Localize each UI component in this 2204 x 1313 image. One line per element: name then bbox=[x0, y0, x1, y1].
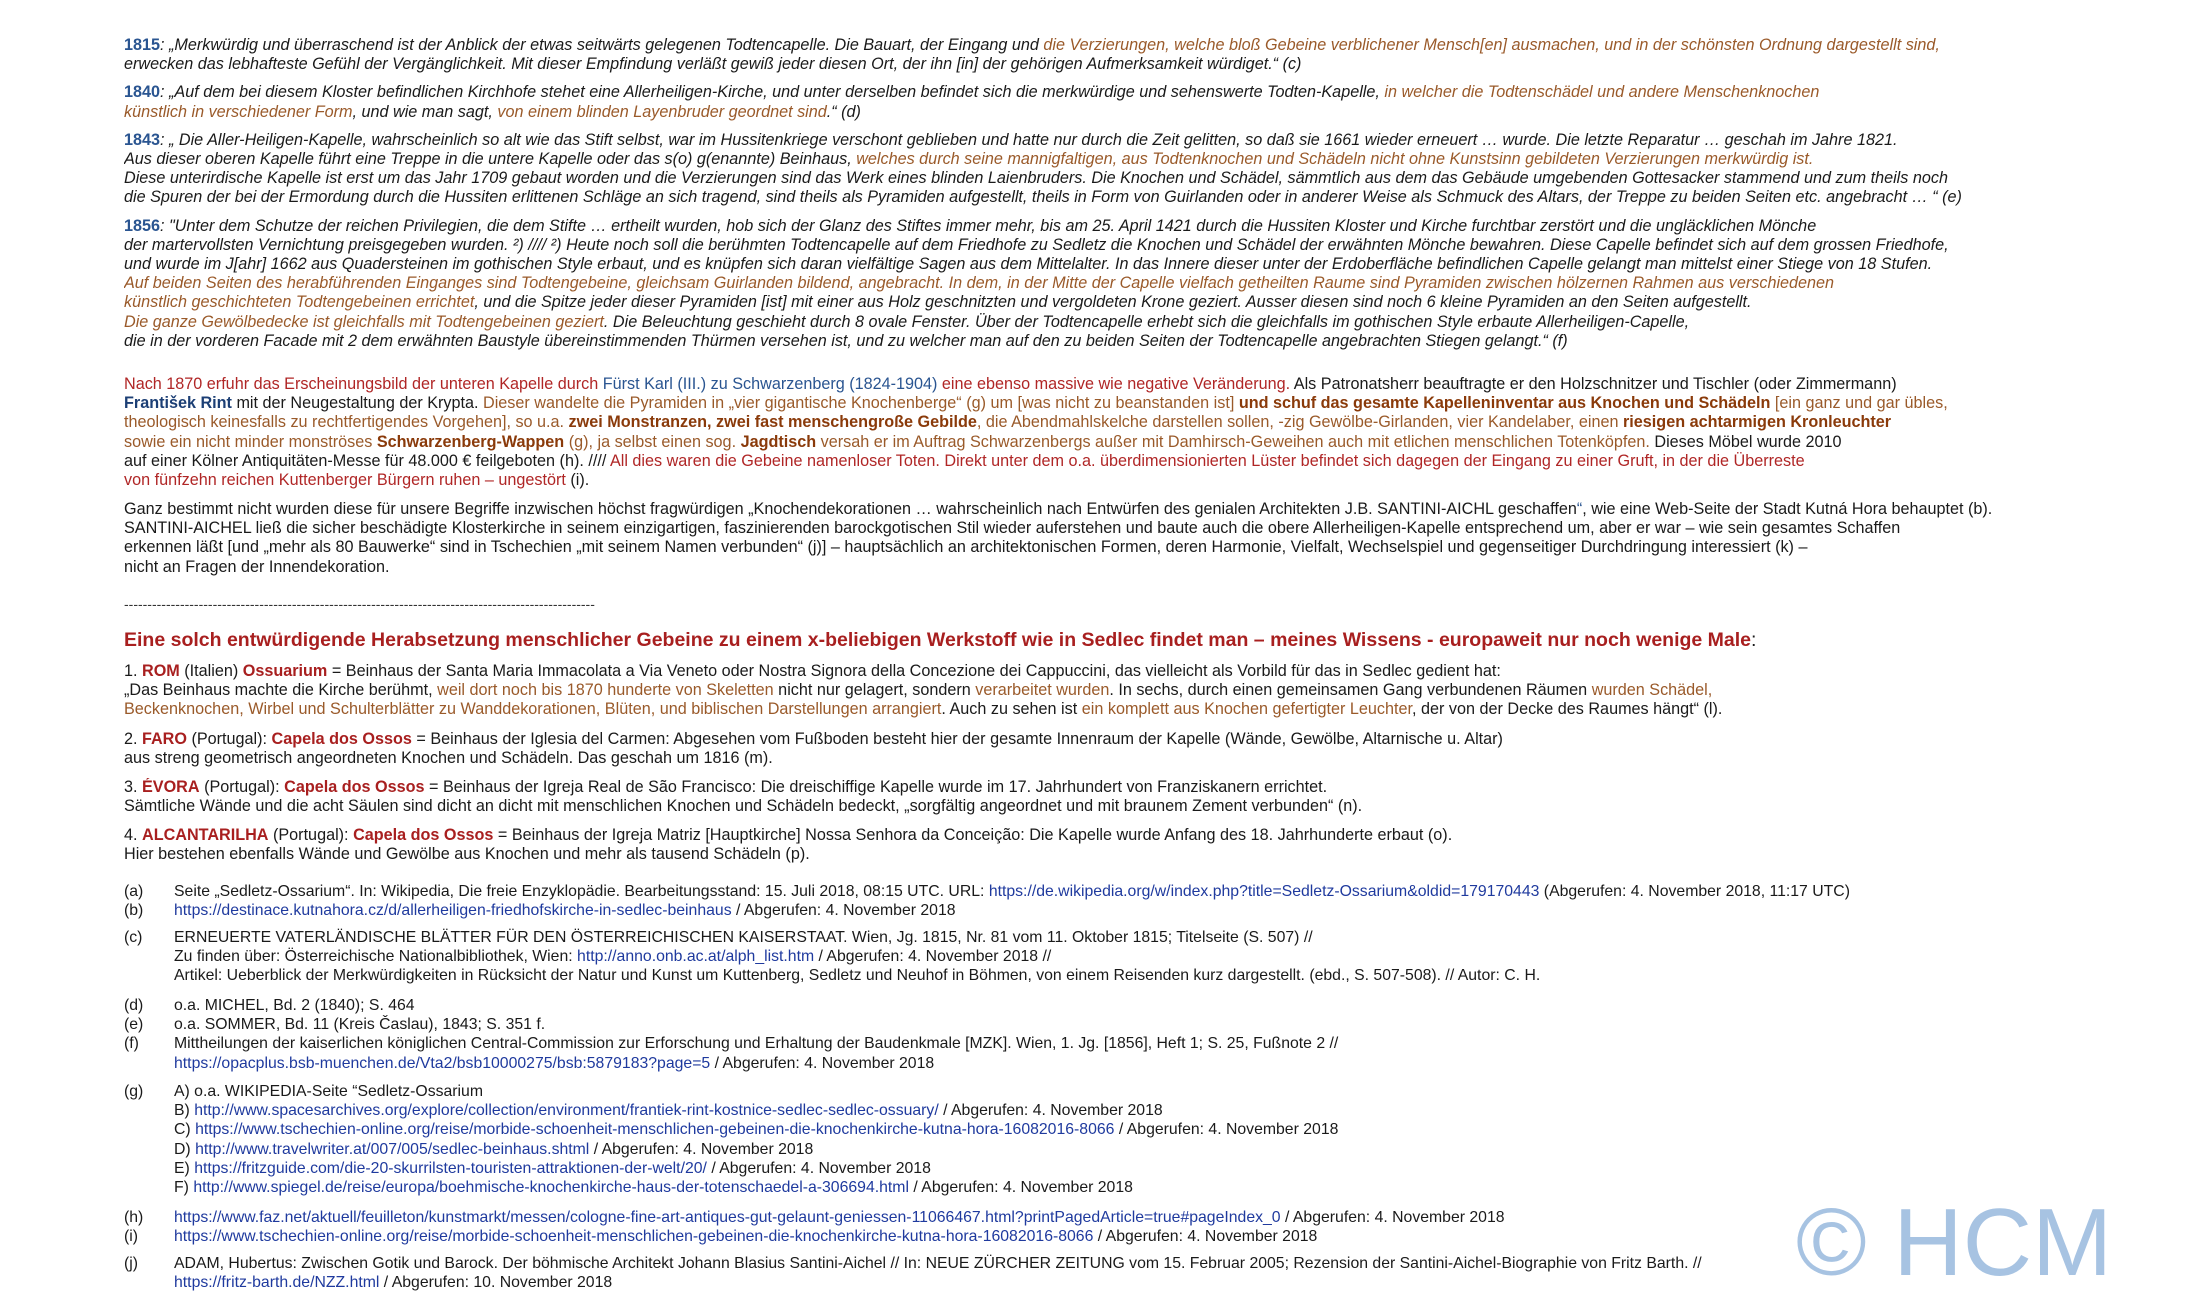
ref-link[interactable]: http://anno.onb.ac.at/alph_list.htm bbox=[577, 948, 815, 966]
person-name: Fürst Karl (III.) zu Schwarzenberg (1824-1904) bbox=[602, 375, 938, 393]
ref-label: (i) bbox=[124, 1228, 139, 1246]
emphasis: riesigen achtarmigen Kronleuchter bbox=[1623, 413, 1892, 432]
text-span: . In sechs, durch einen gemeinsamen Gang verbundenen Räumen bbox=[1109, 681, 1592, 700]
ref-label: (c) bbox=[124, 929, 143, 946]
quote-1843 bbox=[124, 131, 2080, 208]
text-span: „Das Beinhaus machte die Kirche berühmt, bbox=[124, 681, 438, 700]
reference-i bbox=[124, 1227, 2080, 1246]
quote-text: .“ (d) bbox=[826, 102, 861, 121]
text-span: Dieser wandelte die Pyramiden in „vier gigantische Knochenberge“ (g) um [was nicht zu beanstanden ist] bbox=[483, 394, 1239, 413]
quote-text: : „Auf dem bei diesem Kloster befindlichen Kirchhofe stehet eine Allerheiligen-Kirche, und unter derselben befindet sich die merkwürdige und sehenswerte Todten-Kapelle, bbox=[160, 83, 1385, 102]
text-span: auf einer Kölner Antiquitäten-Messe für 48.000 € feilgeboten (h). //// bbox=[124, 451, 610, 470]
text-span: , der von der Decke des Raumes hängt“ (l). bbox=[1412, 700, 1723, 719]
emphasis: Schwarzenberg-Wappen bbox=[376, 432, 565, 451]
text-span: [ein ganz und gar übles, bbox=[1770, 394, 1948, 413]
ref-text: / Abgerufen: 4. November 2018 bbox=[710, 1054, 935, 1072]
ref-link[interactable]: http://www.spiegel.de/reise/europa/boehmische-knochenkirche-haus-der-totenschaedel-a-306694.html bbox=[193, 1179, 909, 1197]
quote-text: Aus dieser oberen Kapelle führt eine Treppe in die untere Kapelle oder das s(o) g(enannte) Beinhaus, bbox=[124, 150, 857, 169]
ref-text: ERNEUERTE VATERLÄNDISCHE BLÄTTER FÜR DEN ÖSTERREICHISCHEN KAISERSTAAT. Wien, Jg. 1815, Nr. 81 vom 11. Oktober 1815; Titelseite (S. 507) // bbox=[174, 929, 1313, 946]
quote-year: 1856 bbox=[124, 216, 161, 235]
text-span: Nach 1870 erfuhr das Erscheinungsbild der unteren Kapelle durch bbox=[124, 375, 603, 393]
city-name: ÉVORA bbox=[142, 778, 200, 796]
text-span: Dieses Möbel wurde 2010 bbox=[1649, 432, 1842, 451]
text-span: versah er im Auftrag Schwarzenbergs außer mit Damhirsch-Geweihen auch mit etlichen menschlichen Totenköpfen. bbox=[816, 432, 1650, 451]
text-span: Sämtliche Wände und die acht Säulen sind dicht an dicht mit menschlichen Knochen und Schädeln bedeckt, „sorgfältig angeordnet und mit braunem Zement verbunden“ (n). bbox=[124, 797, 1363, 816]
reference-b bbox=[124, 901, 2080, 920]
emphasis: und schuf das gesamte Kapelleninventar aus Knochen und Schädeln bbox=[1238, 394, 1771, 413]
ref-text: (Abgerufen: 4. November 2018, 11:17 UTC) bbox=[1539, 883, 1850, 900]
section-divider: ----------------------------------------------------------------------------------------------------- bbox=[124, 596, 595, 612]
text-span: sowie ein nicht minder monströses bbox=[124, 432, 377, 451]
ref-text: / Abgerufen: 4. November 2018 bbox=[589, 1140, 814, 1158]
ref-link[interactable]: https://www.tschechien-online.org/reise/morbide-schoenheit-menschlichen-gebeinen-die-knochenkirche-kutna-hora-16082016-8066 bbox=[174, 1228, 1094, 1246]
quote-text: : "Unter dem Schutze der reichen Privilegien, die dem Stifte … ertheilt wurden, hob sich der Glanz des Stiftes immer mehr, bis am 25. April 1421 durch die Hussiten Kloster und Kirche furchtbar zerstört und die ungläcklichen Mönche bbox=[160, 216, 1817, 235]
text-span: Ganz bestimmt nicht wurden diese für unsere Begriffe inzwischen höchst fragwürdigen „Knochendekorationen … wahrscheinlich nach Entwürfen des genialen Architekten J.B. SANTINI-AICHL geschaffen bbox=[124, 500, 1577, 518]
ref-link[interactable]: http://www.spacesarchives.org/explore/collection/environment/frantiek-rint-kostnice-sedlec-sedlec-ossuary/ bbox=[194, 1102, 939, 1120]
ref-label: (j) bbox=[124, 1255, 139, 1272]
quote-highlight: die Verzierungen, welche bloß Gebeine verblichener Mensch[en] ausmachen, und in der schönsten Ordnung dargestellt sind, bbox=[1043, 36, 1940, 54]
quote-highlight: von einem blinden Layenbruder geordnet sind bbox=[497, 102, 827, 121]
quote-year: 1815 bbox=[124, 36, 161, 54]
quote-highlight: Die ganze Gewölbedecke ist gleichfalls mit Todtengebeinen geziert bbox=[124, 312, 604, 331]
ref-text: / Abgerufen: 4. November 2018 bbox=[908, 1179, 1133, 1197]
ref-sublabel: F) bbox=[174, 1179, 194, 1197]
ref-link[interactable]: https://fritzguide.com/die-20-skurrilsten-touristen-attraktionen-der-welt/20/ bbox=[194, 1159, 707, 1177]
ref-sublabel: C) bbox=[174, 1121, 196, 1139]
ref-text: Seite „Sedletz-Ossarium“. In: Wikipedia, Die freie Enzyklopädie. Bearbeitungsstand: 15. Juli 2018, 08:15 UTC. URL: bbox=[174, 883, 989, 900]
reference-e bbox=[124, 1015, 2080, 1034]
headline-colon: : bbox=[1751, 629, 1757, 651]
quote-highlight: welches durch seine mannigfaltigen, aus Todtenknochen und Schädeln nicht ohne Kunstsinn gebildeten Verzierungen merkwürdig ist. bbox=[856, 150, 1814, 169]
text-span: = Beinhaus der Santa Maria Immacolata a Via Veneto oder Nostra Signora della Concezione dei Cappuccini, das vielleicht als Vorbild für das in Sedlec gedient hat: bbox=[327, 662, 1501, 680]
ref-link[interactable]: https://opacplus.bsb-muenchen.de/Vta2/bsb10000275/bsb:5879183?page=5 bbox=[174, 1054, 711, 1072]
ref-text: / Abgerufen: 4. November 2018 bbox=[938, 1102, 1163, 1120]
list-number: 4. bbox=[124, 826, 142, 844]
ref-link[interactable]: https://destinace.kutnahora.cz/d/allerheiligen-friedhofskirche-in-sedlec-beinhaus bbox=[174, 902, 732, 920]
ossuary-name: Capela dos Ossos bbox=[353, 826, 494, 844]
ref-text: ADAM, Hubertus: Zwischen Gotik und Barock. Der böhmische Architekt Johann Blasius Santini-Aichel // In: NEUE ZÜRCHER ZEITUNG vom 15. Februar 2005; Rezension der Santini-Aichel-Biographie von Fritz Barth. // bbox=[174, 1255, 1702, 1272]
ref-text: / Abgerufen: 4. November 2018 // bbox=[814, 948, 1052, 966]
quote-text: Diese unterirdische Kapelle ist erst um das Jahr 1709 gebaut worden und die Verzierungen sind das Werk eines blinden Laienbruders. Die Knochen und Schädel, sämmtlich aus dem das Gebäude umgebenden Gottesacker stammend und zum theils noch bbox=[124, 169, 1948, 188]
references-h-i bbox=[124, 1208, 2080, 1246]
text-span: ein komplett aus Knochen gefertigter Leuchter bbox=[1081, 700, 1413, 719]
references-a-b bbox=[124, 882, 2080, 920]
list-number: 3. bbox=[124, 778, 142, 796]
quote-year: 1843 bbox=[124, 130, 161, 149]
ref-label: (b) bbox=[124, 902, 144, 920]
text-span: SANTINI-AICHEL ließ die sicher beschädigte Klosterkirche in seinem einzigartigen, faszinierenden barockgotischen Stil wieder auferstehen und baute auch die obere Allerheiligen-Kapelle entsprechend um, aber er war – wie sein gesamtes Schaffen bbox=[124, 519, 1901, 538]
place-faro bbox=[124, 730, 2080, 768]
ref-label: (a) bbox=[124, 883, 144, 900]
quote-text: . Die Beleuchtung geschieht durch 8 ovale Fenster. Über der Todtencapelle erhebt sich die gleichfalls im gothischen Style erbaute Allerheiligen-Capelle, bbox=[603, 312, 1690, 331]
text-span: eine ebenso massive wie negative Veränderung. bbox=[937, 375, 1291, 393]
ref-label: (h) bbox=[124, 1209, 144, 1226]
place-rome bbox=[124, 662, 2080, 720]
quote-1840 bbox=[124, 83, 2080, 121]
quote-text: : „ Die Aller-Heiligen-Kapelle, wahrscheinlich so alt wie das Stift selbst, war im Hussitenkriege verschont geblieben und hatte nur durch die Zeit gelitten, so daß sie 1661 wieder erneuert … wurde. Die letzte Reparatur … geschah im Jahre 1821. bbox=[160, 130, 1898, 149]
ref-sublabel: E) bbox=[174, 1159, 195, 1177]
references-d-f bbox=[124, 996, 2080, 1073]
ref-sublabel: D) bbox=[174, 1140, 196, 1158]
text-span: Als Patronatsherr beauftragte er den Holzschnitzer und Tischler (oder Zimmermann) bbox=[1290, 375, 1897, 393]
ref-sublabel: B) bbox=[174, 1102, 195, 1120]
emphasis: zwei Monstranzen, zwei fast menschengroße Gebilde bbox=[568, 413, 977, 432]
quote-highlight: künstlich geschichteten Todtengebeinen errichtet bbox=[124, 293, 475, 312]
reference-c bbox=[124, 928, 2080, 986]
ref-label: (e) bbox=[124, 1016, 144, 1034]
ref-text: / Abgerufen: 10. November 2018 bbox=[379, 1274, 613, 1292]
text-span: wurden Schädel, bbox=[1591, 681, 1713, 700]
ref-text: / Abgerufen: 4. November 2018 bbox=[1093, 1228, 1318, 1246]
ref-link[interactable]: https://de.wikipedia.org/w/index.php?title=Sedletz-Ossarium&oldid=179170443 bbox=[988, 883, 1540, 900]
text-span: theologisch keinesfalls zu rechtfertigendes Vorgehen], so u.a. bbox=[124, 413, 569, 432]
quote-highlight: in welcher die Todtenschädel und andere Menschenknochen bbox=[1384, 83, 1820, 102]
emphasis: Jagdtisch bbox=[740, 432, 817, 451]
reference-d bbox=[124, 996, 2080, 1015]
ref-label: (g) bbox=[124, 1083, 144, 1100]
ref-link[interactable]: https://fritz-barth.de/NZZ.html bbox=[174, 1274, 380, 1292]
ossuary-name: Ossuarium bbox=[242, 662, 328, 680]
ref-text: Artikel: Ueberblick der Merkwürdigkeiten in Rücksicht der Natur und Kunst um Kuttenberg, Sedletz und Neuhof in Böhmen, von einem Reisenden kurz dargestellt. (ebd., S. 507-508). // Autor: C. H. bbox=[174, 967, 1541, 985]
text-span: weil dort noch bis 1870 hunderte von Skeletten bbox=[437, 681, 774, 700]
quote-text: , und die Spitze jeder dieser Pyramiden [ist] mit einer aus Holz geschnitzten und vergoldeten Krone geziert. Ausser diesen sind noch 6 kleine Pyramiden an den Seiten aufgestellt. bbox=[474, 293, 1752, 312]
text-span: , die Abendmahlskelche darstellen sollen, -zig Gewölbe-Girlanden, vier Kandelaber, einen bbox=[976, 413, 1623, 432]
text-span: Beckenknochen, Wirbel und Schulterblätter zu Wanddekorationen, Blüten, und biblischen Darstellungen arrangiert bbox=[124, 700, 942, 719]
section-headline bbox=[124, 628, 2080, 652]
santini-paragraph bbox=[124, 500, 2080, 577]
reference-a bbox=[124, 882, 2080, 901]
text-span: , wie eine Web-Seite der Stadt Kutná Hora behauptet (b). bbox=[1582, 500, 1993, 518]
quote-highlight: künstlich in verschiedener Form bbox=[124, 102, 353, 121]
quote-year: 1840 bbox=[124, 83, 161, 102]
ref-text: Mittheilungen der kaiserlichen königlichen Central-Commission zur Erforschung und Erhaltung der Baudenkmale [MZK]. Wien, 1. Jg. [1856], Heft 1; S. 25, Fußnote 2 // bbox=[174, 1035, 1339, 1053]
country: (Portugal): bbox=[199, 778, 285, 796]
reference-g bbox=[124, 1082, 2080, 1197]
quote-1856 bbox=[124, 217, 2080, 351]
text-span: = Beinhaus der Iglesia del Carmen: Abgesehen vom Fußboden besteht hier der gesamte Innenraum der Kapelle (Wände, Gewölbe, Altarnische u. Altar) bbox=[411, 730, 1503, 748]
ref-link[interactable]: http://www.travelwriter.at/007/005/sedlec-beinhaus.shtml bbox=[195, 1140, 590, 1158]
text-span: erkennen läßt [und „mehr als 80 Bauwerke“ sind in Tschechien „mit seinem Namen verbunden“ (j)] – hauptsächlich an architektonischen Formen, deren Harmonie, Vielfalt, Wechselspiel und gegenseitiger Durchdringung interessiert (k) – bbox=[124, 538, 1808, 557]
quote-text: die Spuren der bei der Ermordung durch die Hussiten erlittenen Schläge an sich tragend, sind theils als Pyramiden aufgestellt, theils in Form von Guirlanden oder in anderer Weise als Schmuck des Altars, der Treppe zu beiden Seiten etc. angebracht … “ (e) bbox=[124, 188, 1962, 207]
quote-highlight: Auf beiden Seiten des herabführenden Einganges sind Todtengebeine, gleichsam Guirlanden bildend, angebracht. In dem, in der Mitte der Capelle vielfach getheilten Raume sind Pyramiden zwischen hölzernen Rahmen aus verschiedenen bbox=[124, 274, 1835, 293]
country: (Portugal): bbox=[186, 730, 272, 748]
headline-text: Eine solch entwürdigende Herabsetzung menschlicher Gebeine zu einem x-beliebigen Werkstoff wie in Sedlec findet man – meines Wissens - europaweit nur noch wenige Male bbox=[124, 629, 1752, 651]
place-alcantarilha bbox=[124, 826, 2080, 864]
text-span: (g), ja selbst einen sog. bbox=[564, 432, 741, 451]
text-span: = Beinhaus der Igreja Real de São Francisco: Die dreischiffige Kapelle wurde im 17. Jahrhundert von Franziskanern errichtet. bbox=[424, 778, 1328, 796]
quote-text: erwecken das lebhafteste Gefühl der Vergänglichkeit. Mit dieser Empfindung verläßt gewiß jeder diesen Ort, der ihn [in] der gehörigen Aufmerksamkeit würdiget.“ (c) bbox=[124, 55, 1302, 74]
reference-f bbox=[124, 1034, 2080, 1072]
quote-text: der martervollsten Vernichtung preisgegeben wurden. ²) //// ²) Heute noch soll die berühmten Todtencapelle auf dem Friedhofe zu Sedletz die Knochen und Schädel der erwähnten Mönche bewahren. Diese Capelle befindet sich auf dem grossen Friedhofe, bbox=[124, 235, 1949, 254]
ref-link[interactable]: https://www.tschechien-online.org/reise/morbide-schoenheit-menschlichen-gebeinen-die-knochenkirche-kutna-hora-16082016-8066 bbox=[195, 1121, 1115, 1139]
city-name: ROM bbox=[142, 662, 180, 680]
country: (Italien) bbox=[179, 662, 243, 680]
place-evora bbox=[124, 778, 2080, 816]
list-number: 1. bbox=[124, 662, 142, 680]
quote-text: und wurde im J[ahr] 1662 aus Quadersteinen im gothischen Style erbaut, und es knüpfen sich daran vielfältige Sagen aus dem Mittelalter. In das Innere dieser unter der Erdoberfläche befindlichen Capelle gelangt man mittelst einer Stiege von 18 Stufen. bbox=[124, 255, 1933, 274]
quote-text: die in der vorderen Facade mit 2 dem erwähnten Baustyle übereinstimmenden Thürmen versehen ist, und zu welcher man auf den zu beiden Seiten der Todtencapelle angebrachten Stiegen gelangt.“ (f) bbox=[124, 331, 1568, 350]
text-span: verarbeitet wurden bbox=[975, 681, 1110, 700]
reference-h bbox=[124, 1208, 2080, 1227]
historical-quotes bbox=[124, 36, 2080, 360]
list-number: 2. bbox=[124, 730, 142, 748]
quote-text: , und wie man sagt, bbox=[352, 102, 498, 121]
text-span: “ bbox=[1576, 500, 1583, 518]
ref-text: / Abgerufen: 4. November 2018 bbox=[706, 1159, 931, 1177]
ossuary-name: Capela dos Ossos bbox=[284, 778, 425, 796]
city-name: FARO bbox=[142, 730, 187, 748]
after-1870-paragraph bbox=[124, 375, 2080, 490]
text-span: All dies waren die Gebeine namenloser Toten. Direkt unter dem o.a. überdimensionierten Lüster befindet sich dagegen der Eingang zu einer Gruft, in der die Überreste bbox=[609, 451, 1805, 470]
text-span: Hier bestehen ebenfalls Wände und Gewölbe aus Knochen und mehr als tausend Schädeln (p). bbox=[124, 845, 810, 864]
text-span: . Auch zu sehen ist bbox=[941, 700, 1082, 719]
text-span: (i). bbox=[565, 471, 590, 490]
ref-label: (f) bbox=[124, 1035, 139, 1053]
text-span: mit der Neugestaltung der Krypta. bbox=[231, 394, 483, 413]
text-span: aus streng geometrisch angeordneten Knochen und Schädeln. Das geschah um 1816 (m). bbox=[124, 749, 773, 768]
text-span: = Beinhaus der Igreja Matriz [Hauptkirche] Nossa Senhora da Conceição: Die Kapelle wurde Anfang des 18. Jahrhunderte erbaut (o). bbox=[493, 826, 1453, 844]
copyright-watermark: © HCM bbox=[1796, 1189, 2113, 1296]
quote-text: : „Merkwürdig und überraschend ist der Anblick der etwas seitwärts gelegenen Todtencapelle. Die Bauart, der Eingang und bbox=[160, 36, 1044, 54]
text-span: nicht nur gelagert, sondern bbox=[773, 681, 976, 700]
ref-text: / Abgerufen: 4. November 2018 bbox=[1114, 1121, 1339, 1139]
reference-j bbox=[124, 1254, 2080, 1292]
ref-link[interactable]: https://www.faz.net/aktuell/feuilleton/kunstmarkt/messen/cologne-fine-art-antiques-gut-gelaunt-geniessen-11066467.html?printPagedArticle=true#pageIndex_0 bbox=[174, 1209, 1281, 1226]
country: (Portugal): bbox=[268, 826, 354, 844]
ref-text: Zu finden über: Österreichische Nationalbibliothek, Wien: bbox=[174, 948, 578, 966]
ref-text: / Abgerufen: 4. November 2018 bbox=[731, 902, 956, 920]
text-span: von fünfzehn reichen Kuttenberger Bürgern ruhen – ungestört bbox=[124, 471, 566, 490]
ref-text: o.a. SOMMER, Bd. 11 (Kreis Časlau), 1843; S. 351 f. bbox=[174, 1016, 546, 1034]
ref-text: A) o.a. WIKIPEDIA-Seite “Sedletz-Ossarium bbox=[174, 1083, 484, 1100]
ref-label: (d) bbox=[124, 997, 144, 1014]
ref-text: / Abgerufen: 4. November 2018 bbox=[1280, 1209, 1505, 1226]
text-span: nicht an Fragen der Innendekoration. bbox=[124, 557, 390, 576]
quote-1815 bbox=[124, 36, 2080, 74]
city-name: ALCANTARILHA bbox=[142, 826, 269, 844]
ref-text: o.a. MICHEL, Bd. 2 (1840); S. 464 bbox=[174, 997, 415, 1014]
ossuary-name: Capela dos Ossos bbox=[271, 730, 412, 748]
person-name: František Rint bbox=[124, 394, 232, 413]
